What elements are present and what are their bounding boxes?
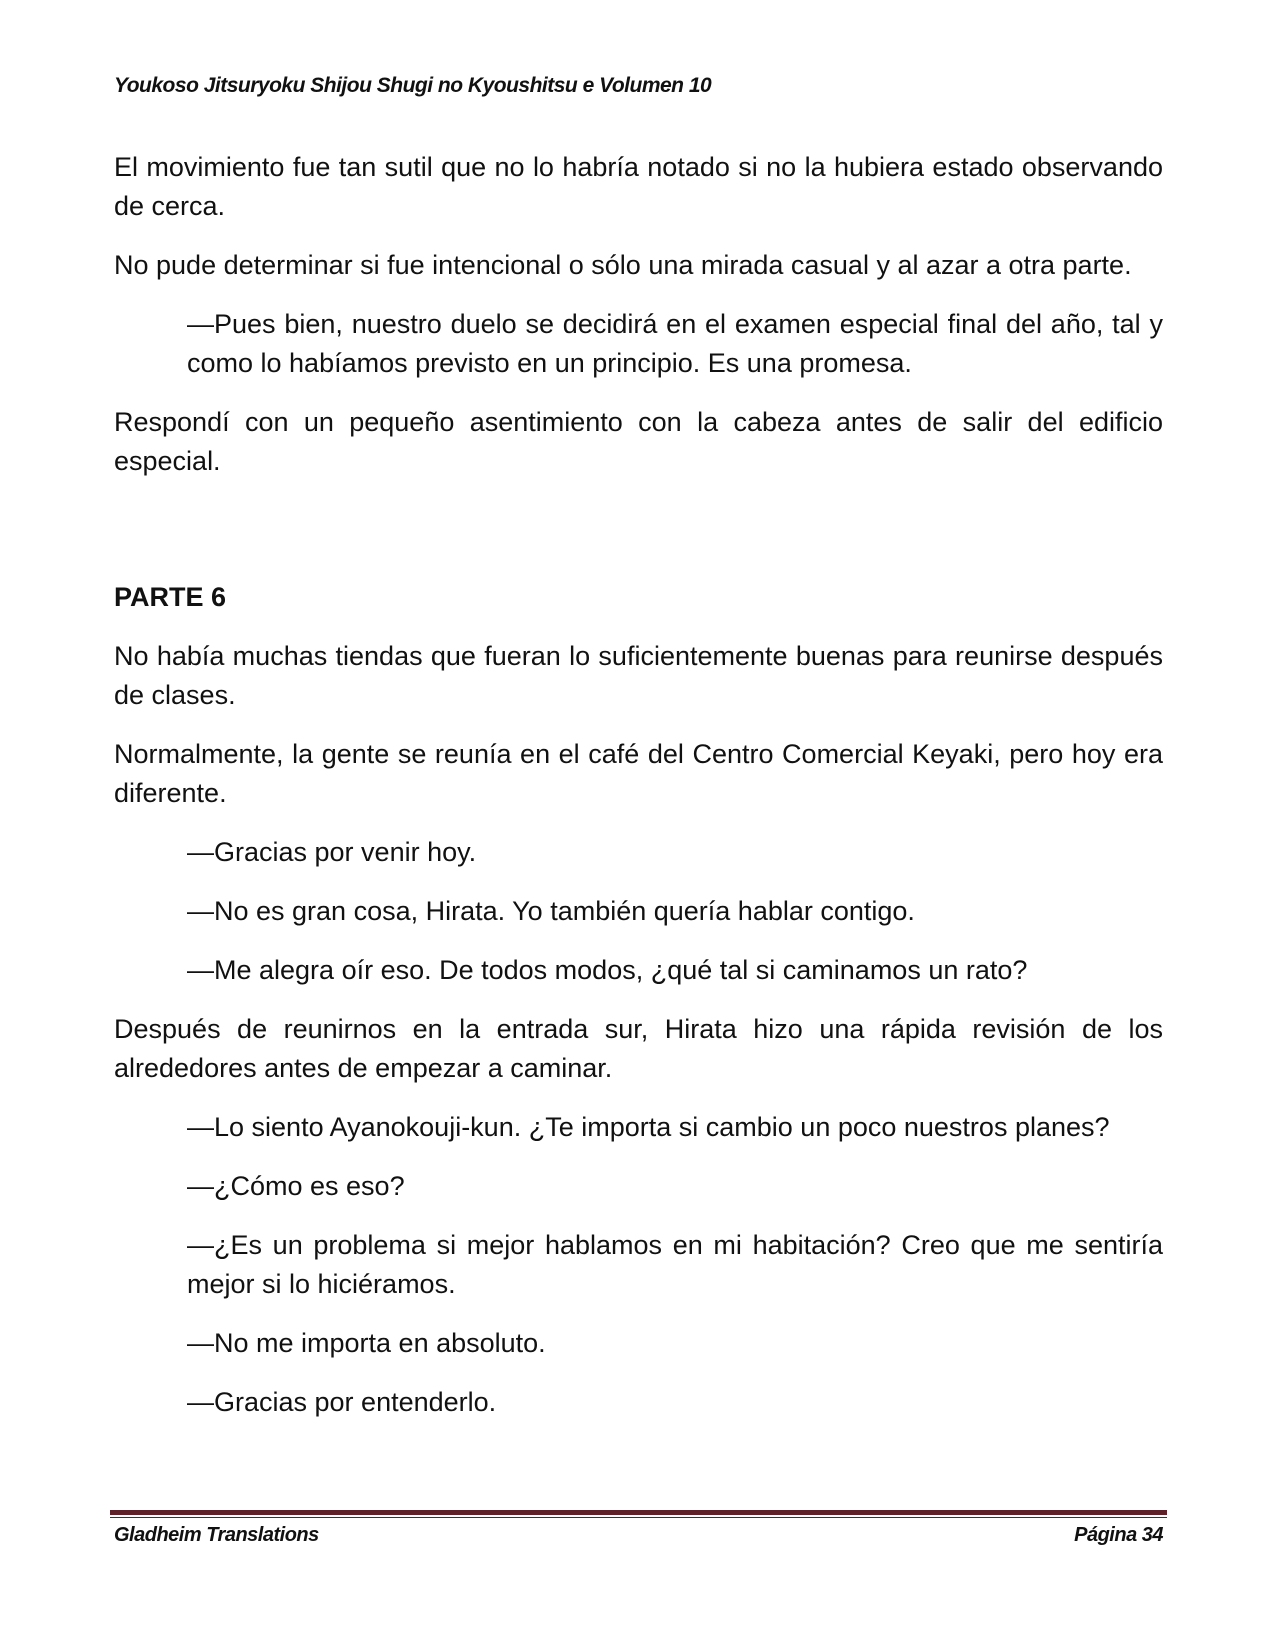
paragraph: Respondí con un pequeño asentimiento con la cabeza antes de salir del edificio especial. (114, 407, 1163, 476)
dialogue-line: —Gracias por venir hoy. (187, 837, 477, 867)
paragraph: No había muchas tiendas que fueran lo suficientemente buenas para reunirse después de clases. (114, 641, 1163, 710)
page-number: Página 34 (1074, 1524, 1163, 1546)
footer-divider (110, 1510, 1167, 1518)
footer-credit: Gladheim Translations (114, 1524, 319, 1546)
paragraph: Después de reunirnos en la entrada sur, Hirata hizo una rápida revisión de los alrededores antes de empezar a caminar. (114, 1014, 1163, 1083)
dialogue-line: —Me alegra oír eso. De todos modos, ¿qué tal si caminamos un rato? (187, 955, 1028, 985)
paragraph: Normalmente, la gente se reunía en el café del Centro Comercial Keyaki, pero hoy era diferente. (114, 739, 1163, 808)
running-header: Youkoso Jitsuryoku Shijou Shugi no Kyoushitsu e Volumen 10 (114, 74, 712, 97)
paragraph: No pude determinar si fue intencional o sólo una mirada casual y al azar a otra parte. (114, 250, 1132, 280)
page-body (114, 148, 1163, 1442)
section-heading: PARTE 6 (114, 582, 227, 612)
dialogue-line: —No me importa en absoluto. (187, 1328, 546, 1358)
dialogue-line: —Gracias por entenderlo. (187, 1387, 497, 1417)
dialogue-line: —¿Es un problema si mejor hablamos en mi habitación? Creo que me sentiría mejor si lo hiciéramos. (187, 1230, 1163, 1299)
paragraph: El movimiento fue tan sutil que no lo habría notado si no la hubiera estado observando de cerca. (114, 152, 1163, 221)
dialogue-line: —¿Cómo es eso? (187, 1171, 405, 1201)
dialogue-line: —No es gran cosa, Hirata. Yo también quería hablar contigo. (187, 896, 915, 926)
dialogue-line: —Pues bien, nuestro duelo se decidirá en el examen especial final del año, tal y como lo habíamos previsto en un principio. Es una promesa. (187, 309, 1163, 378)
dialogue-line: —Lo siento Ayanokouji-kun. ¿Te importa si cambio un poco nuestros planes? (187, 1112, 1110, 1142)
page-footer (114, 1524, 1163, 1547)
